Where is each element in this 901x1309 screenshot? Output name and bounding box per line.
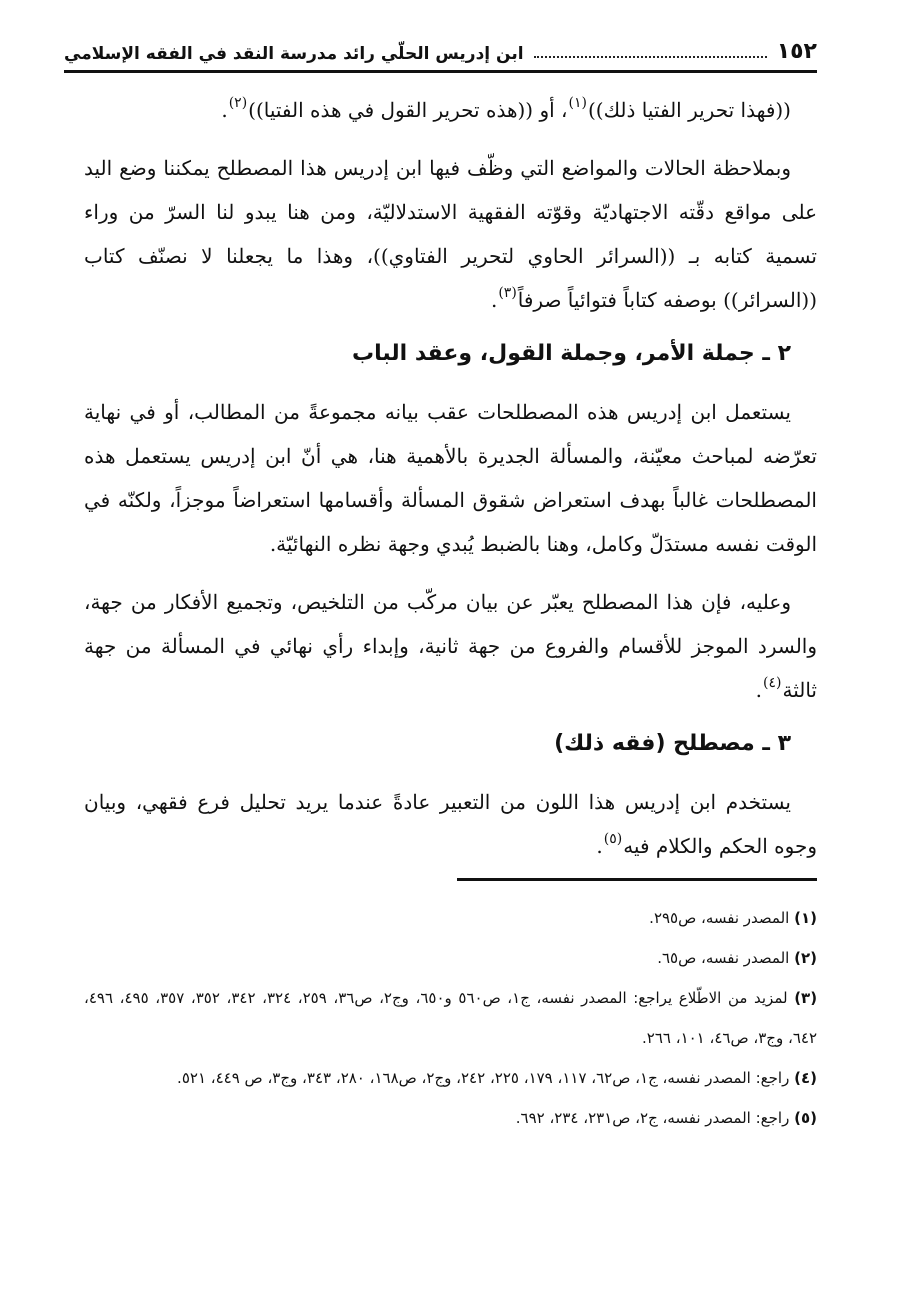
footnote-ref-3: (٣)	[498, 285, 517, 301]
section-heading-3: ٣ ـ مصطلح (فقه ذلك)	[554, 731, 791, 756]
running-title: ابن إدريس الحلّي رائد مدرسة النقد في الفقه الإسلامي	[64, 44, 524, 64]
paragraph-text: .	[490, 288, 498, 312]
footnote-text: المصدر نفسه، ص٦٥.	[657, 949, 790, 967]
paragraph-text: يستخدم ابن إدريس هذا اللون من التعبير عادةً عندما يريد تحليل فرع فقهي، وبيان وجوه الحكم والكلام فيه	[84, 790, 817, 858]
footnotes	[84, 898, 817, 1138]
footnote-4	[84, 1058, 817, 1098]
footnote-5	[84, 1098, 817, 1138]
page-number: ١٥٢	[776, 39, 817, 64]
footnote-1	[84, 898, 817, 938]
footnote-mark: (٢)	[794, 949, 817, 967]
footnote-3	[84, 978, 817, 1058]
footnote-mark: (٤)	[794, 1069, 817, 1087]
paragraph-text: وبملاحظة الحالات والمواضع التي وظّف فيها ابن إدريس هذا المصطلح يمكننا وضع اليد على مواقع دقّته الاجتهاديّة وقوّته الفقهية الاستدلاليّة، ومن هنا يبدو لنا السرّ من وراء تسمية كتابه بـ ((السرائر الحاوي لتحرير الفتاوي))، وهذا ما يجعلنا لا نصنّف كتاب ((السرائر)) بوصفه كتاباً فتوائياً صرفاً	[84, 156, 817, 312]
footnote-separator	[457, 878, 817, 881]
paragraph-4	[84, 580, 817, 712]
footnote-text: لمزيد من الاطّلاع يراجع: المصدر نفسه، ج١، ص٥٦٠ و٦٥٠، وج٢، ص٣٦، ٢٥٩، ٣٢٤، ٣٤٢، ٣٥٢، ٣٥٧، ٤٩٥، ٤٩٦، ٦٤٢، وج٣، ص٤٦، ١٠١، ٢٦٦.	[84, 989, 817, 1047]
paragraph-text: .	[596, 834, 603, 858]
dotted-leader	[534, 56, 767, 58]
paragraph-3: يستعمل ابن إدريس هذه المصطلحات عقب بيانه مجموعةً من المطالب، أو في نهاية تعرّضه لمباحث معيّنة، والمسألة الجديرة بالأهمية هنا، هي أنّ ابن إدريس يستعمل هذه المصطلحات غالباً بهدف استعراض شقوق المسألة وأقسامها استعراضاً موجزاً، ولكنّه في الوقت نفسه مستدَلّ وكامل، وهنا بالضبط يُبدي وجهة نظره النهائيّة.	[84, 400, 817, 556]
paragraph-text: ، أو ((هذه تحرير القول في هذه الفتيا))	[248, 98, 568, 122]
running-header	[64, 28, 817, 73]
footnote-ref-2: (٢)	[228, 95, 248, 111]
footnote-mark: (٥)	[794, 1109, 817, 1127]
footnote-ref-5: (٥)	[603, 831, 623, 847]
paragraph-text: .	[755, 678, 763, 702]
paragraph-1	[84, 88, 817, 132]
footnote-ref-1: (١)	[568, 95, 587, 111]
paragraph-5	[84, 780, 817, 868]
paragraph-text: .	[221, 98, 228, 122]
paragraph-text: وعليه، فإن هذا المصطلح يعبّر عن بيان مركّب من التلخيص، وتجميع الأفكار من جهة، والسرد الموجز للأقسام والفروع من جهة ثانية، وإبداء رأي نهائي في المسألة من جهة ثالثة	[84, 590, 817, 702]
footnote-text: المصدر نفسه، ص٢٩٥.	[649, 909, 790, 927]
paragraph-text: ((فهذا تحرير الفتيا ذلك))	[587, 98, 791, 122]
footnote-2	[84, 938, 817, 978]
main-text	[84, 88, 817, 882]
footnote-text: راجع: المصدر نفسه، ج٢، ص٢٣١، ٢٣٤، ٦٩٢.	[515, 1109, 790, 1127]
footnote-mark: (٣)	[794, 989, 818, 1007]
footnote-mark: (١)	[794, 909, 817, 927]
footnote-text: راجع: المصدر نفسه، ج١، ص٦٢، ١١٧، ١٧٩، ٢٢٥، ٢٤٢، وج٢، ص١٦٨، ٢٨٠، ٣٤٣، وج٣، ص ٤٤٩، ٥٢١.	[177, 1069, 790, 1087]
footnote-ref-4: (٤)	[763, 675, 782, 691]
section-heading-2: ٢ ـ جملة الأمر، وجملة القول، وعقد الباب	[352, 341, 791, 366]
paragraph-2	[84, 146, 817, 322]
